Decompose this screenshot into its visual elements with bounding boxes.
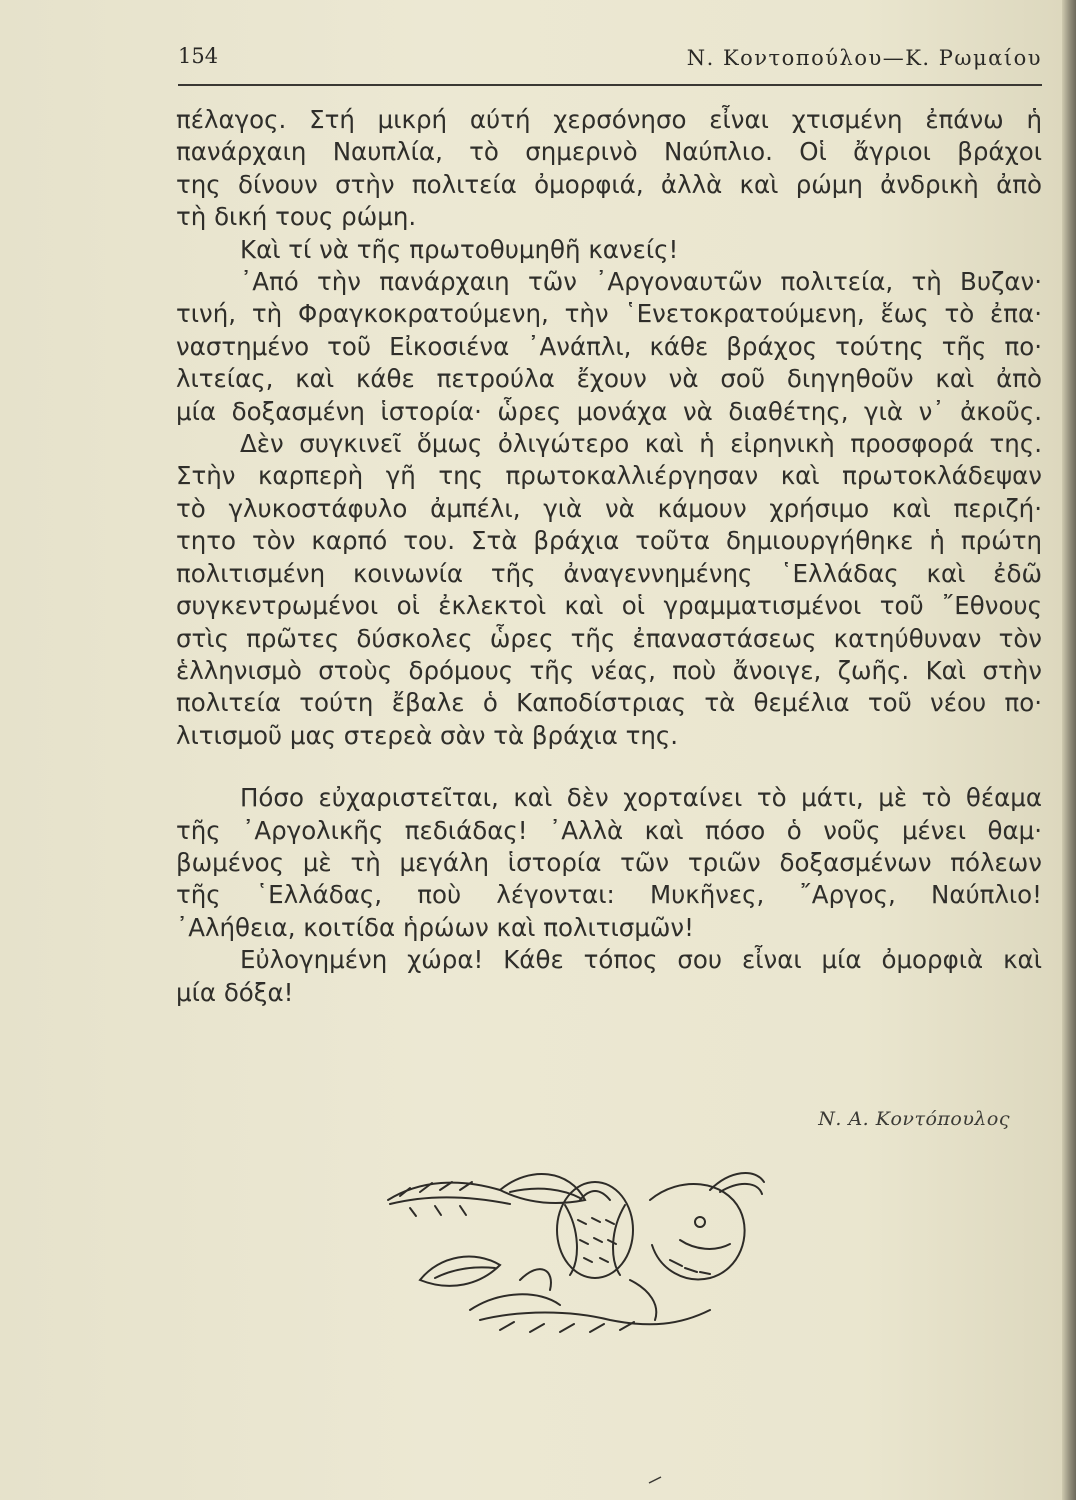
- text-line: Εὐλογημένη χώρα! Κάθε τόπος σου εἶναι μία ὀμορφιὰ καὶ: [240, 945, 1042, 975]
- text-line: Στὴν καρπερὴ γῆ της πρωτοκαλλιέργησαν καὶ πρωτοκλάδεψαν: [176, 461, 1042, 491]
- print-mark: [648, 1476, 662, 1484]
- section-gap: [176, 752, 1042, 782]
- text-line: της δίνουν στὴν πολιτεία ὀμορφιά, ἀλλὰ καὶ ρώμη ἀνδρικὴ ἀπὸ: [176, 169, 1042, 199]
- text-line: πέλαγος. Στή μικρή αύτή χερσόνησο εἶναι χτισμένη ἐπάνω ἡ: [176, 105, 1042, 134]
- vignette-ornament: [380, 1160, 770, 1350]
- text-line: μία δόξα!: [176, 977, 294, 1007]
- text-line: πανάρχαιη Ναυπλία, τὸ σημερινὸ Ναύπλιο. Οἱ ἄγριοι βράχοι: [176, 137, 1042, 167]
- text-line: τὸ γλυκοστάφυλο ἀμπέλι, γιὰ νὰ κάμουν χρήσιμο καὶ περιζή·: [176, 493, 1042, 523]
- page-number: 154: [178, 44, 219, 68]
- text-line: βωμένος μὲ τὴ μεγάλη ἱστορία τῶν τριῶν δοξασμένων πόλεων: [176, 847, 1042, 877]
- text-line: πολιτεία τούτη ἔβαλε ὁ Καποδίστριας τὰ θεμέλια τοῦ νέου πο·: [176, 688, 1042, 718]
- header-rule: [178, 84, 1042, 86]
- text-line: Δὲν συγκινεῖ ὅμως ὀλιγώτερο καὶ ἡ εἰρηνικὴ προσφορά της.: [240, 429, 1042, 459]
- text-line: ᾿Από τὴν πανάρχαιη τῶν ᾿Αργοναυτῶν πολιτεία, τὴ Βυζαν·: [240, 267, 1042, 297]
- text-line: λιτισμοῦ μας στερεὰ σὰν τὰ βράχια της.: [176, 720, 679, 750]
- text-line: πολιτισμένη κοινωνία τῆς ἀναγεννημένης ῾Ελλάδας καὶ ἐδῶ: [176, 558, 1042, 588]
- text-line: τητο τὸν καρπό του. Στὰ βράχια τοῦτα δημιουργήθηκε ἡ πρώτη: [176, 526, 1042, 556]
- text-line: τῆς ῾Ελλάδας, ποὺ λέγονται: Μυκῆνες, ῎Αργος, Ναύπλιο!: [176, 880, 1042, 910]
- body-text: [176, 104, 1042, 1009]
- text-line: τῆς ᾿Αργολικῆς πεδιάδας! ᾿Αλλὰ καὶ πόσο ὁ νοῦς μένει θαμ·: [176, 815, 1042, 845]
- text-line: τινή, τὴ Φραγκοκρατούμενη, τὴν ῾Ενετοκρατούμενη, ἕως τὸ ἐπα·: [176, 299, 1042, 329]
- text-line: λιτείας, καὶ κάθε πετρούλα ἔχουν νὰ σοῦ διηγηθοῦν καὶ ἀπὸ: [176, 364, 1042, 394]
- text-line: ναστημένο τοῦ Εἰκοσιένα ᾿Ανάπλι, κάθε βράχος τούτης τῆς πο·: [176, 331, 1042, 361]
- text-line: μία δοξασμένη ἱστορία· ὧρες μονάχα νὰ διαθέτης, γιὰ ν᾿ ἀκοῦς.: [176, 396, 1042, 426]
- text-line: συγκεντρωμένοι οἱ ἐκλεκτοὶ καὶ οἱ γραμματισμένοι τοῦ ῎Εθνους: [176, 591, 1042, 621]
- text-line: ἑλληνισμὸ στοὺς δρόμους τῆς νέας, ποὺ ἄνοιγε, ζωῆς. Καὶ στὴν: [176, 655, 1042, 685]
- text-line: τὴ δική τους ρώμη.: [176, 202, 417, 232]
- text-line: ᾿Αλήθεια, κοιτίδα ἡρώων καὶ πολιτισμῶν!: [176, 912, 694, 942]
- text-line: στὶς πρῶτες δύσκολες ὧρες τῆς ἐπαναστάσεως κατηύθυναν τὸν: [176, 623, 1042, 653]
- page-header: [178, 42, 1042, 82]
- running-head: Ν. Κοντοπούλου—Κ. Ρωμαίου: [686, 46, 1042, 70]
- author-signature: Ν. Α. Κοντόπουλος: [818, 1108, 1010, 1130]
- text-line: Καὶ τί νὰ τῆς πρωτοθυμηθῆ κανείς!: [240, 234, 679, 264]
- text-line: Πόσο εὐχαριστεῖται, καὶ δὲν χορταίνει τὸ μάτι, μὲ τὸ θέαμα: [240, 783, 1042, 813]
- page-edge-shadow: [1062, 0, 1076, 1500]
